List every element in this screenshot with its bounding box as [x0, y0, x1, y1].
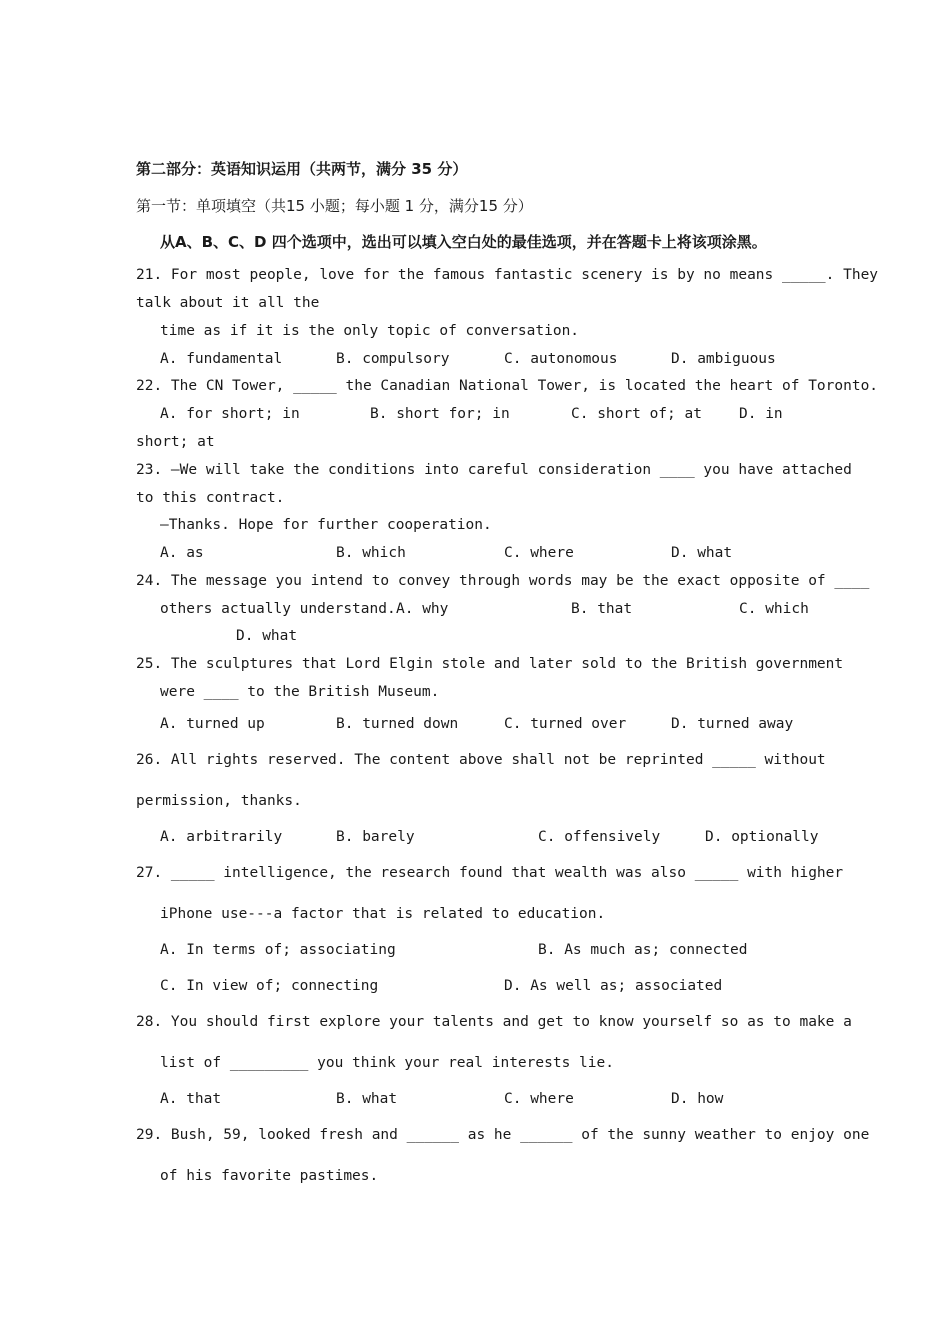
q22-option-a: A. for short; in	[160, 406, 300, 422]
q21-option-a: A. fundamental	[160, 351, 283, 367]
q23-option-d: D. what	[671, 545, 733, 561]
q24-option-a: A. why	[396, 601, 449, 617]
q21-stem-line3: time as if it is the only topic of conversation.	[160, 323, 580, 339]
q22-stem-line1: 22. The CN Tower, _____ the Canadian National Tower, is located the heart of Toronto.	[136, 378, 879, 394]
q28-stem-line1: 28. You should first explore your talents and get to know yourself so as to make a	[136, 1014, 852, 1030]
q26-option-a: A. arbitrarily	[160, 829, 283, 845]
q22-option-d: D. in	[739, 406, 783, 422]
q21-stem-line1: 21. For most people, love for the famous fantastic scenery is by no means _____. They	[136, 267, 879, 283]
q27-option-a: A. In terms of; associating	[160, 942, 396, 958]
q23-stem-line2: to this contract.	[136, 490, 285, 506]
q28-option-c: C. where	[504, 1091, 574, 1107]
q28-option-b: B. what	[336, 1091, 398, 1107]
instruction: 从A、B、C、D 四个选项中，选出可以填入空白处的最佳选项，并在答题卡上将该项涂黑。	[160, 233, 767, 251]
q24-stem-line1: 24. The message you intend to convey through words may be the exact opposite of ____	[136, 573, 870, 589]
q25-option-c: C. turned over	[504, 716, 627, 732]
q22-option-d-tail: short; at	[136, 434, 215, 450]
q21-option-d: D. ambiguous	[671, 351, 776, 367]
q26-option-d: D. optionally	[705, 829, 819, 845]
q22-option-c: C. short of; at	[571, 406, 702, 422]
q28-stem-line2: list of _________ you think your real interests lie.	[160, 1055, 614, 1071]
q25-stem-line1: 25. The sculptures that Lord Elgin stole and later sold to the British government	[136, 656, 844, 672]
q25-stem-line2: were ____ to the British Museum.	[160, 684, 440, 700]
q25-option-a: A. turned up	[160, 716, 265, 732]
q27-option-d: D. As well as; associated	[504, 978, 723, 994]
part-title: 第二部分：英语知识运用（共两节，满分 35 分）	[136, 160, 468, 178]
q21-option-b: B. compulsory	[336, 351, 450, 367]
q25-option-d: D. turned away	[671, 716, 794, 732]
q26-option-b: B. barely	[336, 829, 415, 845]
q29-stem-line1: 29. Bush, 59, looked fresh and ______ as he ______ of the sunny weather to enjoy one	[136, 1127, 870, 1143]
q21-stem-line2: talk about it all the	[136, 295, 320, 311]
q28-option-d: D. how	[671, 1091, 724, 1107]
q23-stem-line3: —Thanks. Hope for further cooperation.	[160, 517, 492, 533]
q21-option-c: C. autonomous	[504, 351, 618, 367]
section-title: 第一节：单项填空（共15 小题；每小题 1 分，满分15 分）	[136, 197, 533, 215]
q28-option-a: A. that	[160, 1091, 222, 1107]
q24-stem-line2: others actually understand.	[160, 601, 396, 617]
q27-option-c: C. In view of; connecting	[160, 978, 379, 994]
q23-option-c: C. where	[504, 545, 574, 561]
q29-stem-line2: of his favorite pastimes.	[160, 1168, 379, 1184]
q23-stem-line1: 23. —We will take the conditions into careful consideration ____ you have attached	[136, 462, 852, 478]
q26-stem-line1: 26. All rights reserved. The content above shall not be reprinted _____ without	[136, 752, 826, 768]
q27-stem-line1: 27. _____ intelligence, the research found that wealth was also _____ with higher	[136, 865, 844, 881]
q26-stem-line2: permission, thanks.	[136, 793, 302, 809]
q27-stem-line2: iPhone use---a factor that is related to education.	[160, 906, 606, 922]
q23-option-b: B. which	[336, 545, 406, 561]
q26-option-c: C. offensively	[538, 829, 661, 845]
q22-option-b: B. short for; in	[370, 406, 510, 422]
q24-option-c: C. which	[739, 601, 809, 617]
q24-option-b: B. that	[571, 601, 633, 617]
q27-option-b: B. As much as; connected	[538, 942, 748, 958]
q25-option-b: B. turned down	[336, 716, 459, 732]
q24-option-d: D. what	[236, 628, 298, 644]
q23-option-a: A. as	[160, 545, 204, 561]
